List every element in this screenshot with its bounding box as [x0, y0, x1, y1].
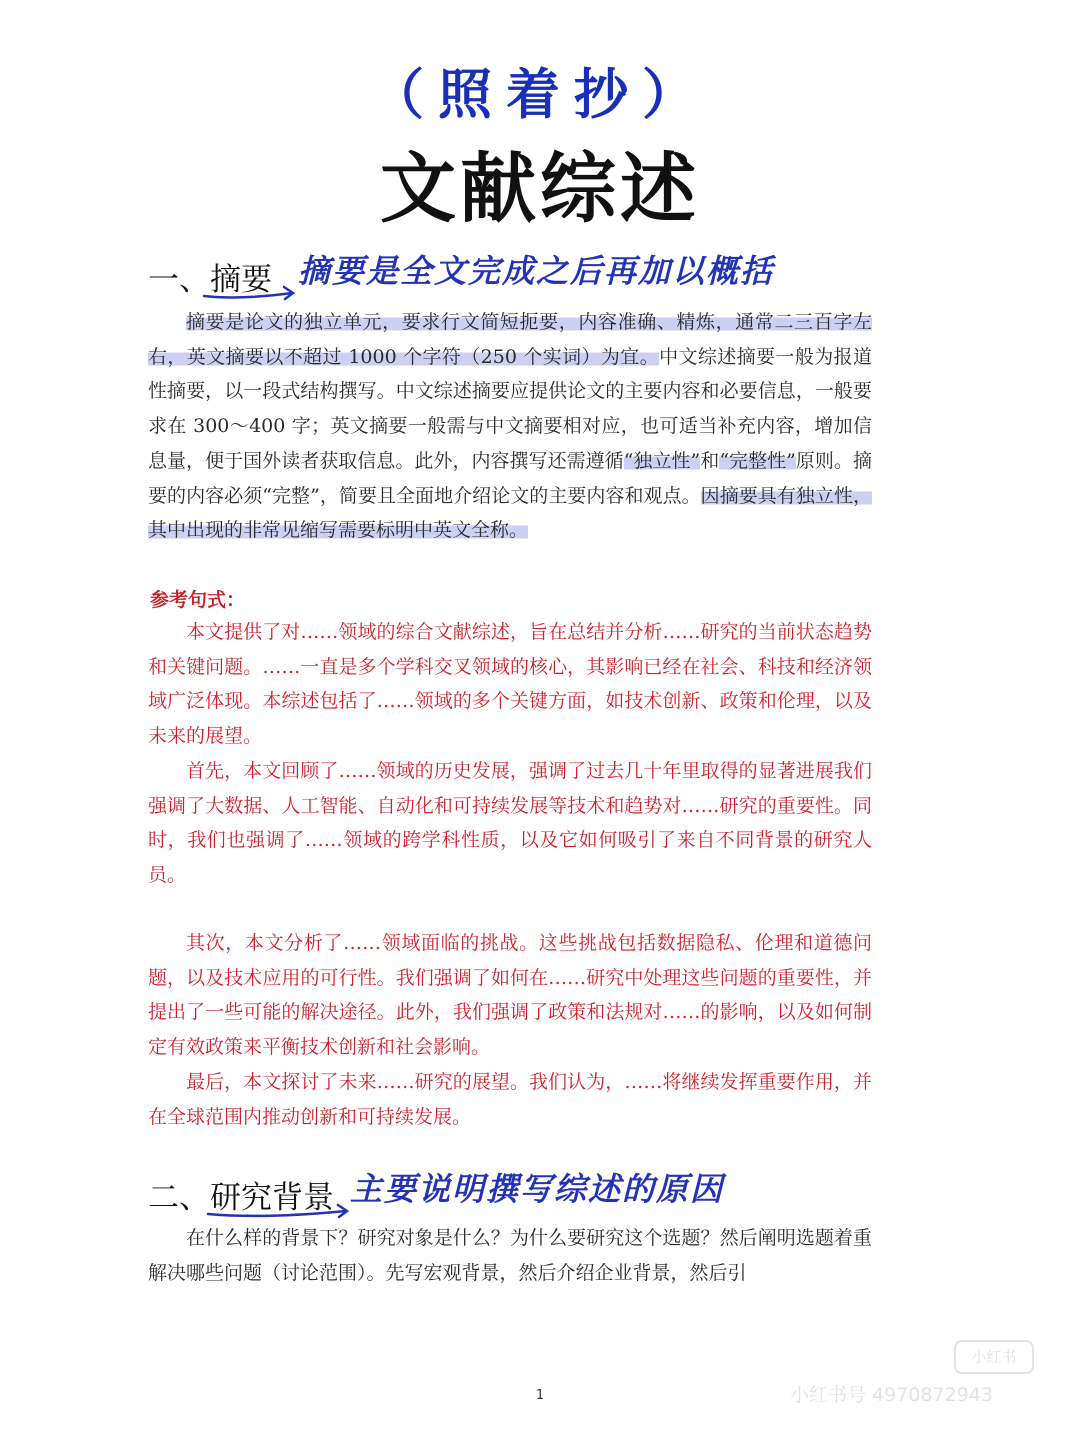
section-heading-background: 二、研究背景	[148, 1180, 334, 1216]
section-heading-abstract: 一、摘要	[148, 262, 272, 298]
underline-arrow-icon	[200, 284, 300, 304]
reference-paragraph-2: 首先，本文回顾了……领域的历史发展，强调了过去几十年里取得的显著进展我们强调了大数据、人工智能、自动化和可持续发展等技术和趋势对……研究的重要性。同时，我们也强调了……领域的跨学科性质，以及它如何吸引了来自不同背景的研究人员。	[148, 760, 872, 887]
reference-paragraph-3: 其次，本文分析了……领域面临的挑战。这些挑战包括数据隐私、伦理和道德问题，以及技术应用的可行性。我们强调了如何在……研究中处理这些问题的重要性，并提出了一些可能的解决途径。此外，我们强调了政策和法规对……的影响，以及如何制定有效政策来平衡技术创新和社会影响。	[148, 932, 872, 1059]
background-paragraph: 在什么样的背景下？研究对象是什么？为什么要研究这个选题？然后阐明选题着重解决哪些问题（讨论范围）。先写宏观背景，然后介绍企业背景，然后引	[148, 1227, 872, 1284]
body-text: 原则。摘要的内容必须“完整”，简要且全面地介绍论文的主要内容和观点。	[148, 449, 872, 507]
highlighted-text: “完整性”	[719, 449, 796, 472]
watermark-logo: 小红书	[954, 1340, 1034, 1374]
page-number: 1	[535, 1388, 545, 1403]
underline-arrow-icon	[204, 1202, 354, 1222]
highlighted-text: 摘要是论文的独立单元，要求行文简短扼要，内容准确、精炼，通常二三百字左右，英文摘要以不超过 1000 个字符（250 个实词）为宜。	[148, 311, 872, 368]
handwritten-note-abstract: 摘要是全文完成之后再加以概括	[298, 252, 775, 290]
watermark-id: 小红书号 4970872943	[790, 1384, 993, 1406]
reference-label: 参考句式：	[150, 589, 246, 611]
reference-paragraph-4: 最后，本文探讨了未来……研究的展望。我们认为，……将继续发挥重要作用，并在全球范围内推动创新和可持续发展。	[148, 1071, 872, 1128]
reference-paragraph-1: 本文提供了对……领域的综合文献综述，旨在总结并分析……研究的当前状态趋势和关键问题。……一直是多个学科交叉领域的核心，其影响已经在社会、科技和经济领域广泛体现。本综述包括了……领域的多个关键方面，如技术创新、政策和伦理，以及未来的展望。	[148, 621, 872, 748]
page-title: 文献综述	[380, 144, 700, 233]
highlighted-text: 因摘要具有独立性，其中出现的非常见缩写需要标明中英文全称。	[148, 484, 872, 542]
handwritten-note-background: 主要说明撰写综述的原因	[350, 1170, 725, 1208]
body-text: 和	[700, 449, 720, 472]
subtitle: （照着抄）	[370, 63, 710, 126]
highlighted-text: “独立性”	[623, 449, 701, 472]
body-text: 中文综述摘要一般为报道性摘要，以一段式结构撰写。中文综述摘要应提供论文的主要内容和必要信息，一般要求在 300～400 字；英文摘要一般需与中文摘要相对应，也可适当补充内容，增加信息量，便于国外读者获取信息。此外，内容撰写还需遵循	[148, 345, 872, 472]
abstract-paragraph	[148, 305, 872, 548]
